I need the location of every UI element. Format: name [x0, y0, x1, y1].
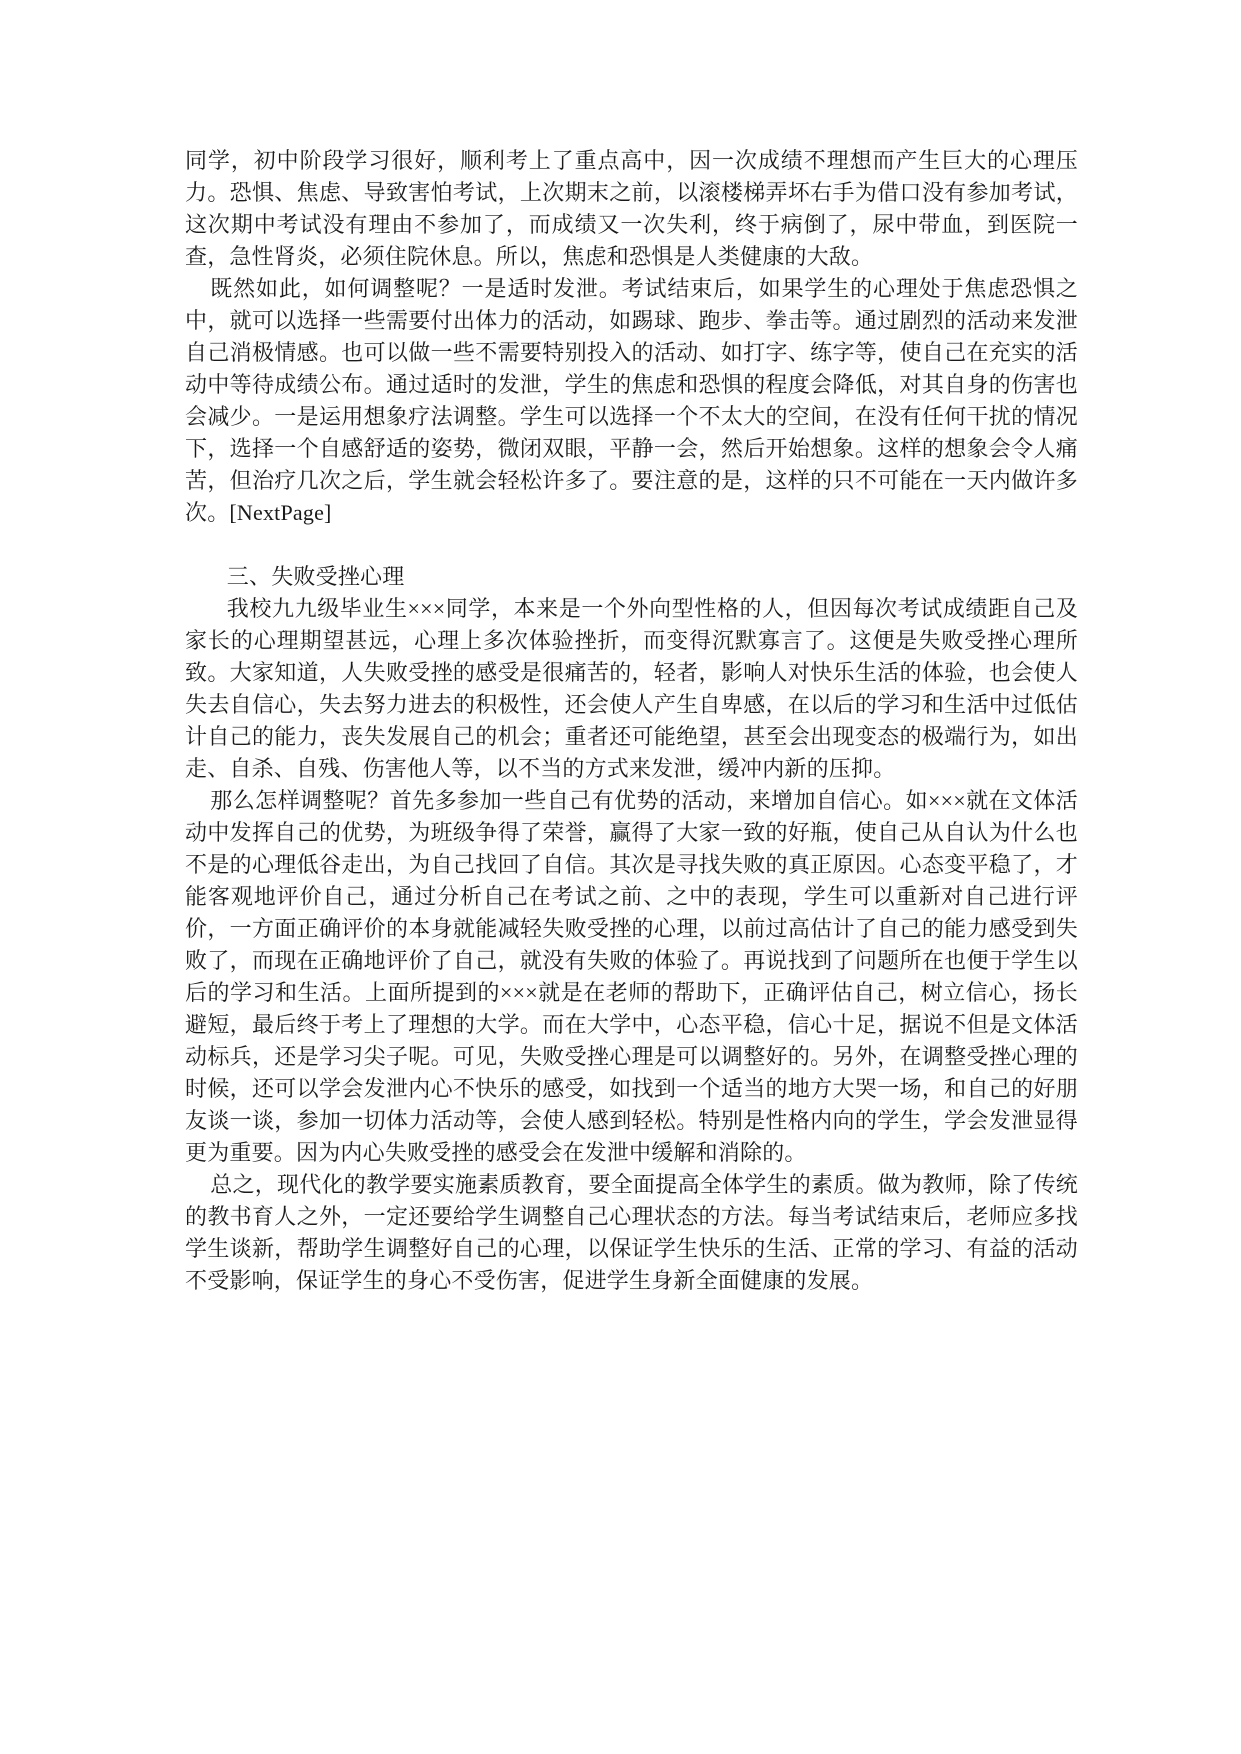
paragraph-failure-setback-case: 我校九九级毕业生×××同学，本来是一个外向型性格的人，但因每次考试成绩距自己及家长的心理期望甚远，心理上多次体验挫折，而变得沉默寡言了。这便是失败受挫心理所致。大家知道，人失败受挫的感受是很痛苦的，轻者，影响人对快乐生活的体验，也会使人失去自信心，失去努力进去的积极性，还会使人产生自卑感，在以后的学习和生活中过低估计自己的能力，丧失发展自己的机会；重者还可能绝望，甚至会出现变态的极端行为，如出走、自杀、自残、伤害他人等，以不当的方式来发泄，缓冲内新的压抑。	[185, 596, 1078, 781]
continuation-paragraph-exam-anxiety-case: 同学，初中阶段学习很好，顺利考上了重点高中，因一次成绩不理想而产生巨大的心理压力。恐惧、焦虑、导致害怕考试，上次期末之前，以滚楼梯弄坏右手为借口没有参加考试，这次期中考试没有理由不参加了，而成绩又一次失利，终于病倒了，尿中带血，到医院一查，急性肾炎，必须住院休息。所以，焦虑和恐惧是人类健康的大敌。	[185, 148, 1078, 269]
paragraph-anxiety-adjustment-methods: 既然如此，如何调整呢？一是适时发泄。考试结束后，如果学生的心理处于焦虑恐惧之中，就可以选择一些需要付出体力的活动，如踢球、跑步、拳击等。通过剧烈的活动来发泄自己消极情感。也可以做一些不需要特别投入的活动、如打字、练字等，使自己在充实的活动中等待成绩公布。通过适时的发泄，学生的焦虑和恐惧的程度会降低，对其自身的伤害也会减少。一是运用想象疗法调整。学生可以选择一个不太大的空间，在没有任何干扰的情况下，选择一个自感舒适的姿势，微闭双眼，平静一会，然后开始想象。这样的想象会令人痛苦，但治疗几次之后，学生就会轻松许多了。要注意的是，这样的只不可能在一天内做许多次。[NextPage]	[185, 276, 1078, 525]
paragraph-failure-setback-adjustment: 那么怎样调整呢？首先多参加一些自己有优势的活动，来增加自信心。如×××就在文体活动中发挥自己的优势，为班级争得了荣誉，赢得了大家一致的好瓶，使自己从自认为什么也不是的心理低谷走出，为自己找回了自信。其次是寻找失败的真正原因。心态变平稳了，才能客观地评价自己，通过分析自己在考试之前、之中的表现，学生可以重新对自己进行评价，一方面正确评价的本身就能减轻失败受挫的心理，以前过高估计了自己的能力感受到失败了，而现在正确地评价了自己，就没有失败的体验了。再说找到了问题所在也便于学生以后的学习和生活。上面所提到的×××就是在老师的帮助下，正确评估自己，树立信心，扬长避短，最后终于考上了理想的大学。而在大学中，心态平稳，信心十足，据说不但是文体活动标兵，还是学习尖子呢。可见，失败受挫心理是可以调整好的。另外，在调整受挫心理的时候，还可以学会发泄内心不快乐的感受，如找到一个适当的地方大哭一场，和自己的好朋友谈一谈，参加一切体力活动等，会使人感到轻松。特别是性格内向的学生，学会发泄显得更为重要。因为内心失败受挫的感受会在发泄中缓解和消除的。	[185, 788, 1078, 1165]
document-body	[185, 145, 1078, 1297]
paragraph-conclusion: 总之，现代化的教学要实施素质教育，要全面提高全体学生的素质。做为教师，除了传统的教书育人之外，一定还要给学生调整自己心理状态的方法。每当考试结束后，老师应多找学生谈新，帮助学生调整好自己的心理，以保证学生快乐的生活、正常的学习、有益的活动不受影响，保证学生的身心不受伤害，促进学生身新全面健康的发展。	[185, 1172, 1078, 1293]
section-heading-failure-setback-psychology: 三、失败受挫心理	[226, 564, 405, 589]
